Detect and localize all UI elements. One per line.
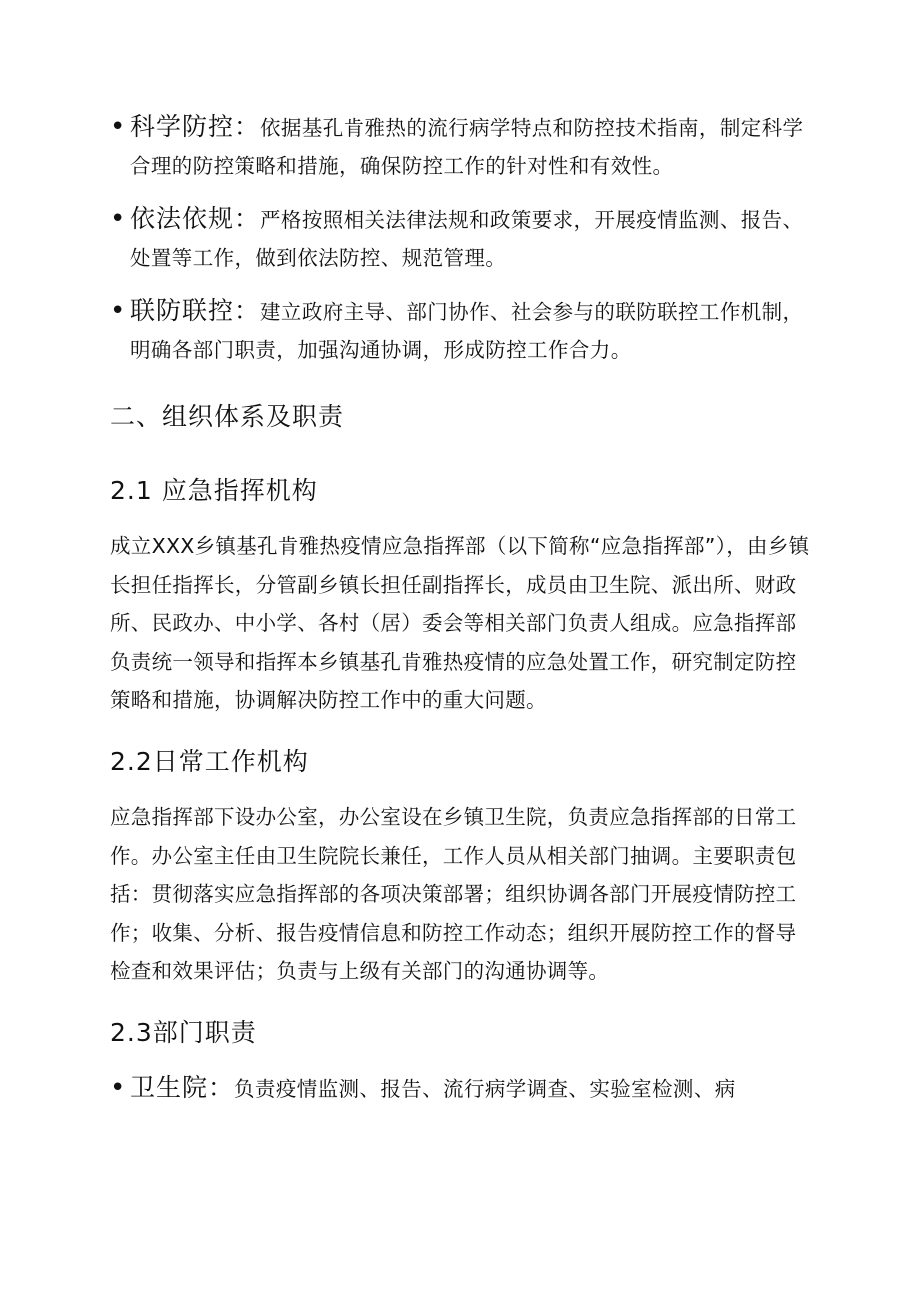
department-text (130, 1069, 810, 1108)
subsection-heading-2-3: 2.3部门职责 (110, 1017, 257, 1047)
department-desc: 负责疫情监测、报告、流行病学调查、实验室检测、病 (234, 1076, 736, 1101)
principle-item (110, 292, 810, 369)
principle-term: 科学防控 (130, 112, 235, 141)
principle-desc: 依据基孔肯雅热的流行病学特点和防控技术指南，制定科学合理的防控策略和措施，确保防控工作的针对性和有效性。 (130, 116, 804, 178)
principle-sep: ： (234, 296, 261, 325)
principle-text (130, 108, 810, 185)
principle-desc: 建立政府主导、部门协作、社会参与的联防联控工作机制，明确各部门职责，加强沟通协调，形成防控工作合力。 (130, 300, 804, 362)
principle-item (110, 200, 810, 277)
subsection-heading-2-1: 2.1 应急指挥机构 (110, 476, 318, 505)
section-heading: 二、组织体系及职责 (110, 402, 345, 431)
principle-item (110, 108, 810, 185)
document-page (110, 108, 810, 1123)
department-sep: ： (208, 1072, 235, 1102)
department-term: 卫生院 (130, 1072, 209, 1102)
bullet-icon: • (110, 1072, 126, 1103)
principle-desc: 严格按照相关法律法规和政策要求，开展疫情监测、报告、处置等工作，做到依法防控、规范管理。 (130, 208, 804, 270)
principle-sep: ： (234, 112, 261, 141)
principle-sep: ： (234, 204, 261, 233)
bullet-icon: • (110, 296, 126, 326)
paragraph-2-2: 应急指挥部下设办公室，办公室设在乡镇卫生院，负责应急指挥部的日常工作。办公室主任由卫生院院长兼任，工作人员从相关部门抽调。主要职责包括：贯彻落实应急指挥部的各项决策部署；组织协调各部门开展疫情防控工作；收集、分析、报告疫情信息和防控工作动态；组织开展防控工作的督导检查和效果评估；负责与上级有关部门的沟通协调等。 (110, 804, 797, 984)
principle-text (130, 200, 810, 277)
department-item (110, 1069, 810, 1108)
subsection-heading-2-2: 2.2日常工作机构 (110, 746, 309, 776)
bullet-icon: • (110, 112, 126, 142)
principle-text (130, 292, 810, 369)
paragraph-2-1: 成立XXX乡镇基孔肯雅热疫情应急指挥部（以下简称“应急指挥部”），由乡镇长担任指挥长，分管副乡镇长担任副指挥长，成员由卫生院、派出所、财政所、民政办、中小学、各村（居）委会等相关部门负责人组成。应急指挥部负责统一领导和指挥本乡镇基孔肯雅热疫情的应急处置工作，研究制定防控策略和措施，协调解决防控工作中的重大问题。 (110, 534, 810, 713)
principle-term: 联防联控 (130, 296, 235, 325)
bullet-icon: • (110, 204, 126, 234)
principle-term: 依法依规 (130, 204, 235, 233)
